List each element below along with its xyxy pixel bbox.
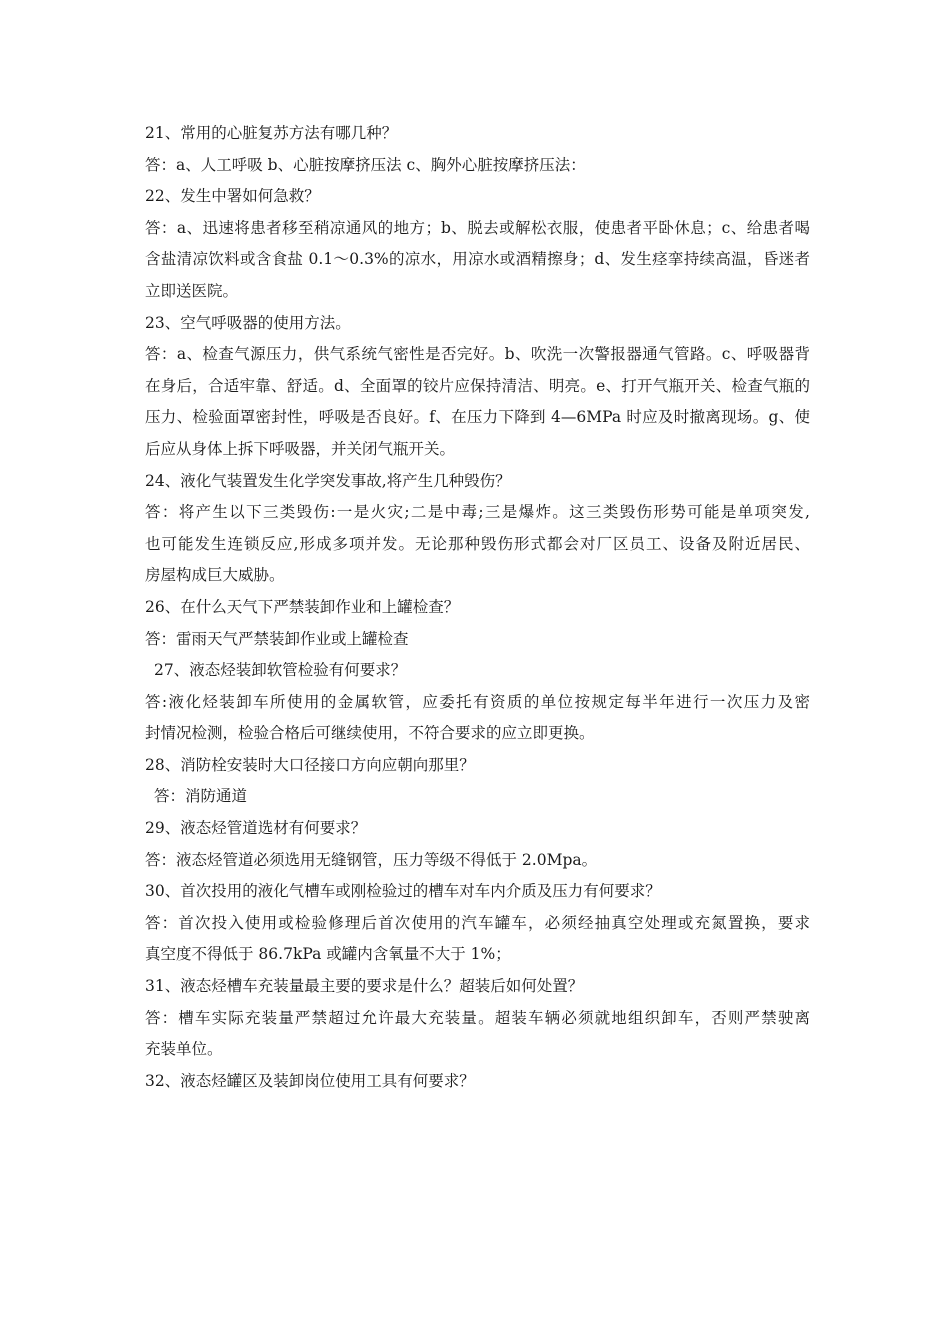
document-body [145, 118, 810, 1097]
text-line: 答：将产生以下三类毁伤:一是火灾;二是中毒;三是爆炸。这三类毁伤形势可能是单项突发, [145, 503, 810, 522]
text-line: 32、液态烃罐区及装卸岗位使用工具有何要求？ [145, 1071, 475, 1090]
text-line: 答:液化烃装卸车所使用的金属软管，应委托有资质的单位按规定每半年进行一次压力及密 [145, 692, 810, 711]
text-line: 立即送医院。 [145, 281, 239, 300]
text-line: 后应从身体上拆下呼吸器，并关闭气瓶开关。 [145, 439, 456, 458]
text-line: 答：a、检查气源压力，供气系统气密性是否完好。b、吹洗一次警报器通气管路。c、呼吸器背 [145, 345, 810, 364]
text-line: 答：首次投入使用或检验修理后首次使用的汽车罐车，必须经抽真空处理或充氮置换，要求 [145, 913, 810, 932]
text-line: 也可能发生连锁反应,形成多项并发。无论那种毁伤形式都会对厂区员工、设备及附近居民、 [145, 534, 810, 553]
text-line: 房屋构成巨大威胁。 [145, 566, 285, 585]
text-line: 28、消防栓安装时大口径接口方向应朝向那里？ [145, 755, 475, 774]
text-line: 答：槽车实际充装量严禁超过允许最大充装量。超装车辆必须就地组织卸车，否则严禁驶离 [145, 1008, 810, 1027]
text-line: 答：消防通道 [154, 787, 248, 806]
text-line: 充装单位。 [145, 1040, 223, 1059]
text-line: 封情况检测，检验合格后可继续使用，不符合要求的应立即更换。 [145, 724, 595, 743]
text-line: 答：a、人工呼吸 b、心脏按摩挤压法 c、胸外心脏按摩挤压法： [145, 155, 586, 174]
text-line: 22、发生中署如何急救？ [145, 187, 320, 206]
text-line: 答：雷雨天气严禁装卸作业或上罐检查 [145, 629, 409, 648]
text-line: 26、在什么天气下严禁装卸作业和上罐检查？ [145, 597, 460, 616]
text-line: 答：a、迅速将患者移至稍凉通风的地方；b、脱去或解松衣服，使患者平卧休息；c、给患者喝 [145, 218, 810, 237]
text-line: 24、液化气装置发生化学突发事故,将产生几种毁伤？ [145, 471, 511, 490]
text-line: 在身后，合适牢靠、舒适。d、全面罩的铰片应保持清洁、明亮。e、打开气瓶开关、检查气瓶的 [145, 376, 810, 395]
text-line: 答：液态烃管道必须选用无缝钢管，压力等级不得低于 2.0Mpa。 [145, 850, 598, 869]
text-line: 含盐清凉饮料或含食盐 0.1～0.3%的凉水，用凉水或酒精擦身；d、发生痉挛持续高温，昏迷者 [145, 250, 810, 269]
text-line: 23、空气呼吸器的使用方法。 [145, 313, 351, 332]
text-line: 真空度不得低于 86.7kPa 或罐内含氧量不大于 1%； [145, 945, 511, 964]
text-line: 压力、检验面罩密封性，呼吸是否良好。f、在压力下降到 4—6MPa 时应及时撤离现场。g、使 [145, 408, 810, 427]
text-line: 27、液态烃装卸软管检验有何要求？ [154, 661, 407, 680]
text-line: 29、液态烃管道选材有何要求？ [145, 819, 367, 838]
text-line: 30、首次投用的液化气槽车或刚检验过的槽车对车内介质及压力有何要求？ [145, 882, 661, 901]
text-line: 31、液态烃槽车充装量最主要的要求是什么？超装后如何处置？ [145, 977, 584, 996]
text-line: 21、常用的心脏复苏方法有哪几种？ [145, 124, 398, 142]
